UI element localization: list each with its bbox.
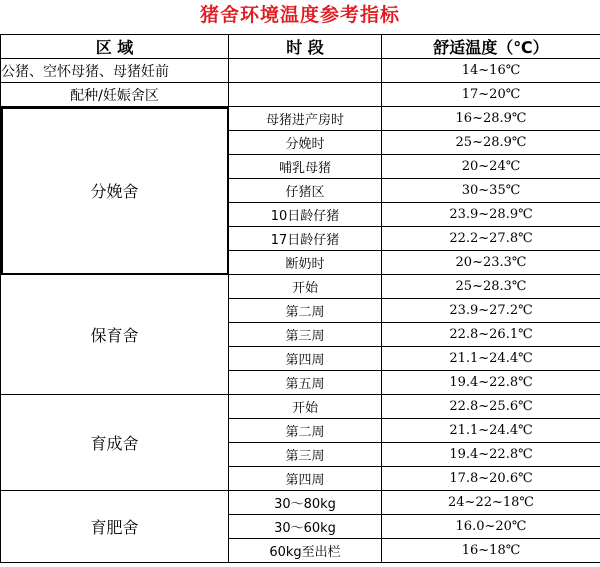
period-cell[interactable] xyxy=(229,59,382,83)
temp-cell[interactable]: 14~16℃ xyxy=(382,59,600,83)
temp-cell[interactable]: 21.1~24.4℃ xyxy=(382,347,600,371)
zone-cell-finisher[interactable]: 育肥舍 xyxy=(1,491,229,563)
header-row xyxy=(1,35,600,59)
temp-cell[interactable]: 16.0~20℃ xyxy=(382,515,600,539)
temp-cell[interactable]: 19.4~22.8℃ xyxy=(382,443,600,467)
table-row xyxy=(1,275,600,299)
temp-cell[interactable]: 21.1~24.4℃ xyxy=(382,419,600,443)
table-row xyxy=(1,107,600,131)
temp-cell[interactable]: 20~24℃ xyxy=(382,155,600,179)
period-cell[interactable]: 母猪进产房时 xyxy=(229,107,382,131)
temp-cell[interactable]: 17.8~20.6℃ xyxy=(382,467,600,491)
temp-cell[interactable]: 30~35℃ xyxy=(382,179,600,203)
temp-cell[interactable]: 23.9~28.9℃ xyxy=(382,203,600,227)
period-cell[interactable]: 17日龄仔猪 xyxy=(229,227,382,251)
header-period: 时 段 xyxy=(229,35,382,59)
zone-cell-nursery[interactable]: 保育舍 xyxy=(1,275,229,395)
period-cell[interactable]: 10日龄仔猪 xyxy=(229,203,382,227)
temp-cell[interactable]: 16~28.9℃ xyxy=(382,107,600,131)
period-cell[interactable] xyxy=(229,83,382,107)
period-cell[interactable]: 60kg至出栏 xyxy=(229,539,382,563)
period-cell[interactable]: 30～80kg xyxy=(229,491,382,515)
header-temp: 舒适温度（℃） xyxy=(382,35,600,59)
temp-cell[interactable]: 19.4~22.8℃ xyxy=(382,371,600,395)
page-title: 猪舍环境温度参考指标 xyxy=(199,4,400,26)
temp-cell[interactable]: 20~23.3℃ xyxy=(382,251,600,275)
period-cell[interactable]: 分娩时 xyxy=(229,131,382,155)
temp-cell[interactable]: 24~22~18℃ xyxy=(382,491,600,515)
period-cell[interactable]: 第四周 xyxy=(229,347,382,371)
period-cell[interactable]: 第二周 xyxy=(229,299,382,323)
period-cell[interactable]: 开始 xyxy=(229,395,382,419)
period-cell[interactable]: 第五周 xyxy=(229,371,382,395)
zone-cell-grower[interactable]: 育成舍 xyxy=(1,395,229,491)
period-cell[interactable]: 断奶时 xyxy=(229,251,382,275)
zone-cell[interactable]: 配种/妊娠舍区 xyxy=(1,83,229,107)
temperature-table xyxy=(0,34,600,563)
temp-cell[interactable]: 22.2~27.8℃ xyxy=(382,227,600,251)
period-cell[interactable]: 第三周 xyxy=(229,323,382,347)
temp-cell[interactable]: 22.8~26.1℃ xyxy=(382,323,600,347)
header-zone: 区 域 xyxy=(1,35,229,59)
table-row xyxy=(1,59,600,83)
zone-cell-farrowing[interactable]: 分娩舍 xyxy=(1,107,229,275)
table-row xyxy=(1,395,600,419)
period-cell[interactable]: 第三周 xyxy=(229,443,382,467)
period-cell[interactable]: 30～60kg xyxy=(229,515,382,539)
temp-cell[interactable]: 25~28.3℃ xyxy=(382,275,600,299)
zone-cell[interactable]: 公猪、空怀母猪、母猪妊前 xyxy=(1,59,229,83)
period-cell[interactable]: 哺乳母猪 xyxy=(229,155,382,179)
temp-cell[interactable]: 16~18℃ xyxy=(382,539,600,563)
period-cell[interactable]: 仔猪区 xyxy=(229,179,382,203)
table-row xyxy=(1,83,600,107)
temp-cell[interactable]: 22.8~25.6℃ xyxy=(382,395,600,419)
period-cell[interactable]: 开始 xyxy=(229,275,382,299)
temp-cell[interactable]: 25~28.9℃ xyxy=(382,131,600,155)
table-row xyxy=(1,491,600,515)
period-cell[interactable]: 第二周 xyxy=(229,419,382,443)
temp-cell[interactable]: 23.9~27.2℃ xyxy=(382,299,600,323)
temp-cell[interactable]: 17~20℃ xyxy=(382,83,600,107)
period-cell[interactable]: 第四周 xyxy=(229,467,382,491)
